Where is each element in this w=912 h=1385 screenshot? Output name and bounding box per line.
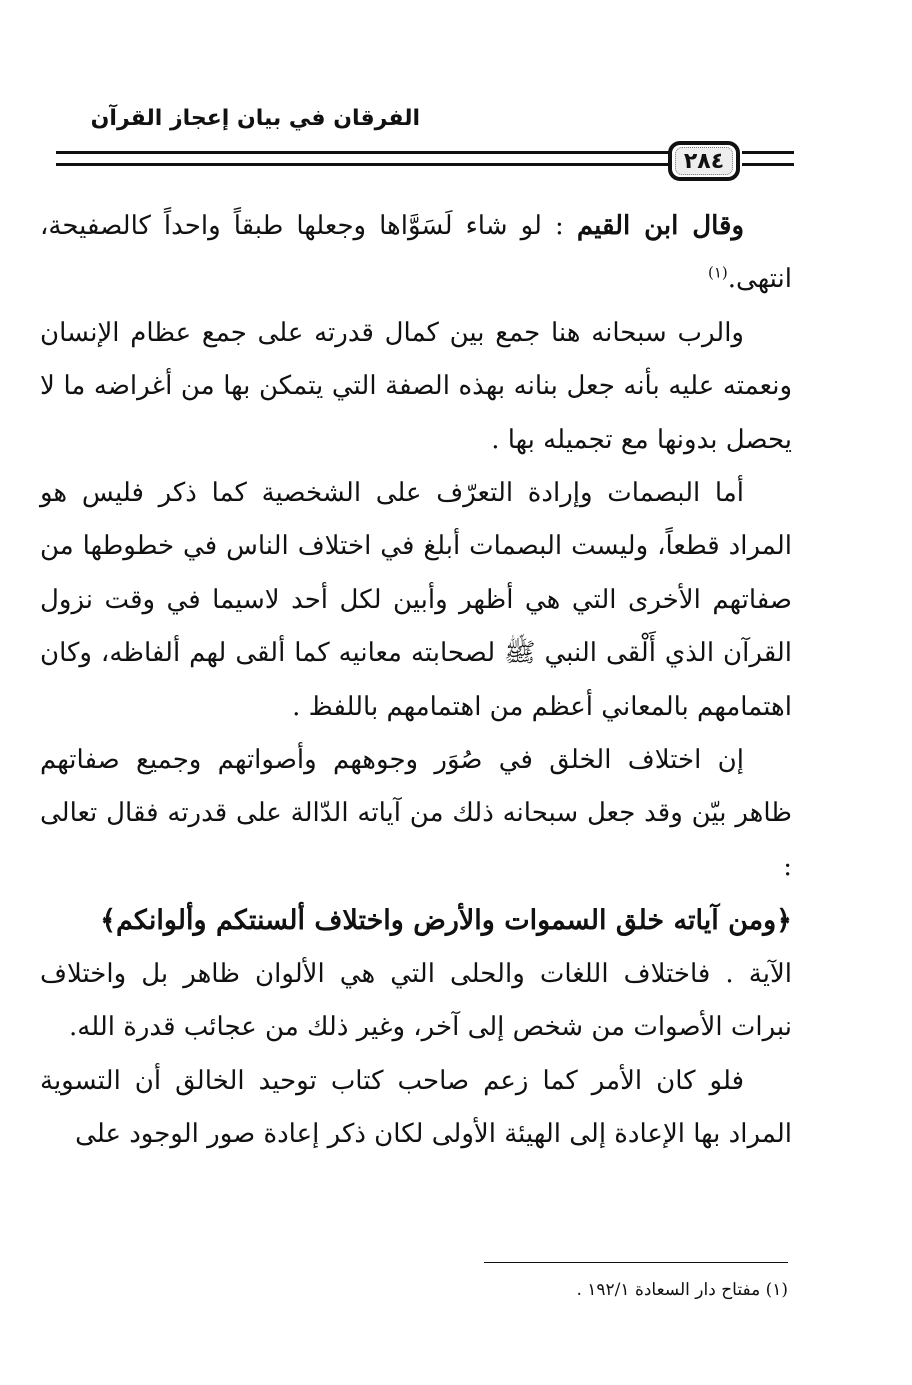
footnote-separator — [484, 1262, 788, 1263]
footnote-ref[interactable]: (١) — [707, 263, 728, 282]
paragraph-1 — [40, 200, 792, 307]
footnote: (١) مفتاح دار السعادة ١٩٢/١ . — [576, 1280, 788, 1300]
paragraph-3: أما البصمات وإرادة التعرّف على الشخصية كما ذكر فليس هو المراد قطعاً، وليست البصمات أبلغ في اختلاف الناس في خطوطها من صفاتهم الأخرى التي هي أظهر وأبين لكل أحد لاسيما في وقت نزول القرآن الذي أَلْقى النبي ﷺ لصحابته معانيه كما ألقى لهم ألفاظه، وكان اهتمامهم بالمعاني أعظم من اهتمامهم باللفظ . — [40, 478, 792, 722]
page-number: ٢٨٤ — [675, 147, 733, 175]
paragraph-4: إن اختلاف الخلق في صُوَر وجوههم وأصواتهم وجميع صفاتهم ظاهر بيّن وقد جعل سبحانه ذلك من آياته الدّالة على قدرته فقال تعالى : — [40, 745, 792, 882]
running-title: الفرقان في بيان إعجاز القرآن — [90, 106, 420, 131]
quote-text: : لو شاء لَسَوَّاها وجعلها طبقاً واحداً كالصفيحة، انتهى. — [40, 211, 792, 295]
quoted-author: وقال ابن القيم — [576, 211, 744, 241]
quran-verse: ﴿ومن آياته خلق السموات والأرض واختلاف ألسنتكم وألوانكم﴾ — [100, 905, 792, 937]
paragraph-5: الآية . فاختلاف اللغات والحلى التي هي الألوان ظاهر بل واختلاف نبرات الأصوات من شخص إلى آخر، وغير ذلك من عجائب قدرة الله. — [40, 958, 792, 1043]
paragraph-2: والرب سبحانه هنا جمع بين كمال قدرته على جمع عظام الإنسان ونعمته عليه بأنه جعل بنانه بهذه الصفة التي يتمكن بها من أغراضه ما لا يحصل بدونها مع تجميله بها . — [40, 317, 792, 455]
header-rule-bottom — [56, 163, 670, 166]
header-rule-right-top — [742, 151, 794, 154]
body-text — [40, 200, 792, 1161]
paragraph-6: فلو كان الأمر كما زعم صاحب كتاب توحيد الخالق أن التسوية المراد بها الإعادة إلى الهيئة الأولى لكان ذكر إعادة صور الوجود على — [40, 1065, 792, 1149]
header-rule-top — [56, 151, 670, 154]
page-number-frame — [668, 141, 740, 181]
header-rule-right-bottom — [742, 163, 794, 166]
